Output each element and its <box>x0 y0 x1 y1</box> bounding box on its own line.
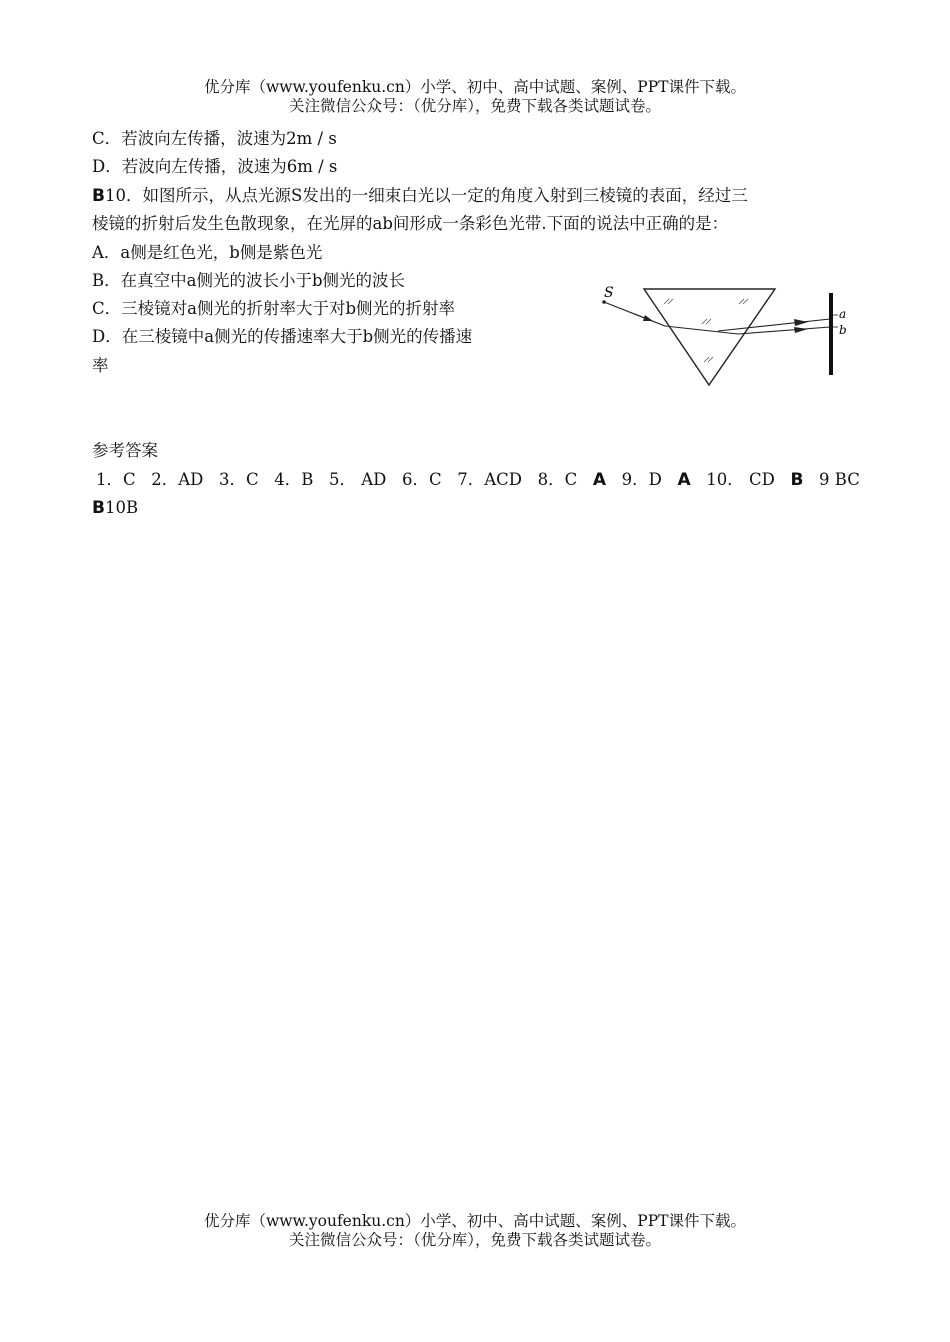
answer-mark: B <box>790 470 804 490</box>
question-10-mark: B <box>92 186 105 206</box>
page-header <box>0 78 950 116</box>
answers-title: 参考答案 <box>92 441 158 460</box>
question-10-option-d-line-2: 率 <box>92 356 109 375</box>
prism-triangle <box>644 289 775 385</box>
ray-a-arrow <box>794 319 808 326</box>
label-b: b <box>839 323 847 337</box>
answer-mark: B <box>92 498 105 518</box>
answer-item: 9 BC <box>819 470 860 489</box>
question-10-option-b: B．在真空中a侧光的波长小于b侧光的波长 <box>92 271 406 290</box>
label-a: a <box>839 307 847 321</box>
answers-last-line <box>92 494 138 522</box>
label-s: S <box>604 285 614 301</box>
answer-item: 8．C <box>537 470 578 489</box>
answer-item: 4．B <box>274 470 314 489</box>
answer-item: 1．C <box>96 470 136 489</box>
ray-b-arrow <box>794 327 808 333</box>
question-10-stem-line-2: 棱镜的折射后发生色散现象，在光屏的ab间形成一条彩色光带.下面的说法中正确的是： <box>92 214 729 233</box>
answers-row <box>96 466 860 494</box>
header-line-2: 关注微信公众号：（优分库），免费下载各类试题试卷。 <box>288 97 661 115</box>
incident-ray-arrow <box>643 315 653 321</box>
footer-line-2: 关注微信公众号：（优分库），免费下载各类试题试卷。 <box>288 1231 661 1249</box>
answer-item: 10． CD <box>706 470 775 489</box>
answer-item: 5． AD <box>328 470 387 489</box>
option-c-prev: C．若波向左传播，波速为2m / s <box>92 129 337 148</box>
answer-mark: A <box>677 470 691 490</box>
answer-item: 7．ACD <box>457 470 522 489</box>
exit-ray-b <box>738 327 830 334</box>
page-footer <box>0 1212 950 1250</box>
question-10-stem-text-1: 10．如图所示，从点光源S发出的一细束白光以一定的角度入射到三棱镜的表面，经过三 <box>104 186 748 205</box>
answer-mark: A <box>592 470 606 490</box>
option-d-prev: D．若波向左传播，波速为6m / s <box>92 157 338 176</box>
header-line-1: 优分库（www.youfenku.cn）小学、初中、高中试题、案例、PPT课件下载。 <box>203 78 747 96</box>
question-10-option-a: A．a侧是红色光，b侧是紫色光 <box>92 243 323 262</box>
answer-item: 10B <box>104 498 139 517</box>
answer-item: 9．D <box>621 470 662 489</box>
prism-dispersion-figure <box>598 282 858 390</box>
footer-line-1: 优分库（www.youfenku.cn）小学、初中、高中试题、案例、PPT课件下载。 <box>203 1212 747 1230</box>
light-screen <box>829 293 833 375</box>
answer-item: 3．C <box>219 470 259 489</box>
question-10-stem-line-1 <box>92 182 748 210</box>
question-10-option-d-line-1: D．在三棱镜中a侧光的传播速率大于b侧光的传播速 <box>92 327 473 346</box>
answer-item: 6．C <box>401 470 442 489</box>
question-10-option-c: C．三棱镜对a侧光的折射率大于对b侧光的折射率 <box>92 299 456 318</box>
exit-ray-a <box>718 319 830 331</box>
answer-item: 2．AD <box>151 470 204 489</box>
